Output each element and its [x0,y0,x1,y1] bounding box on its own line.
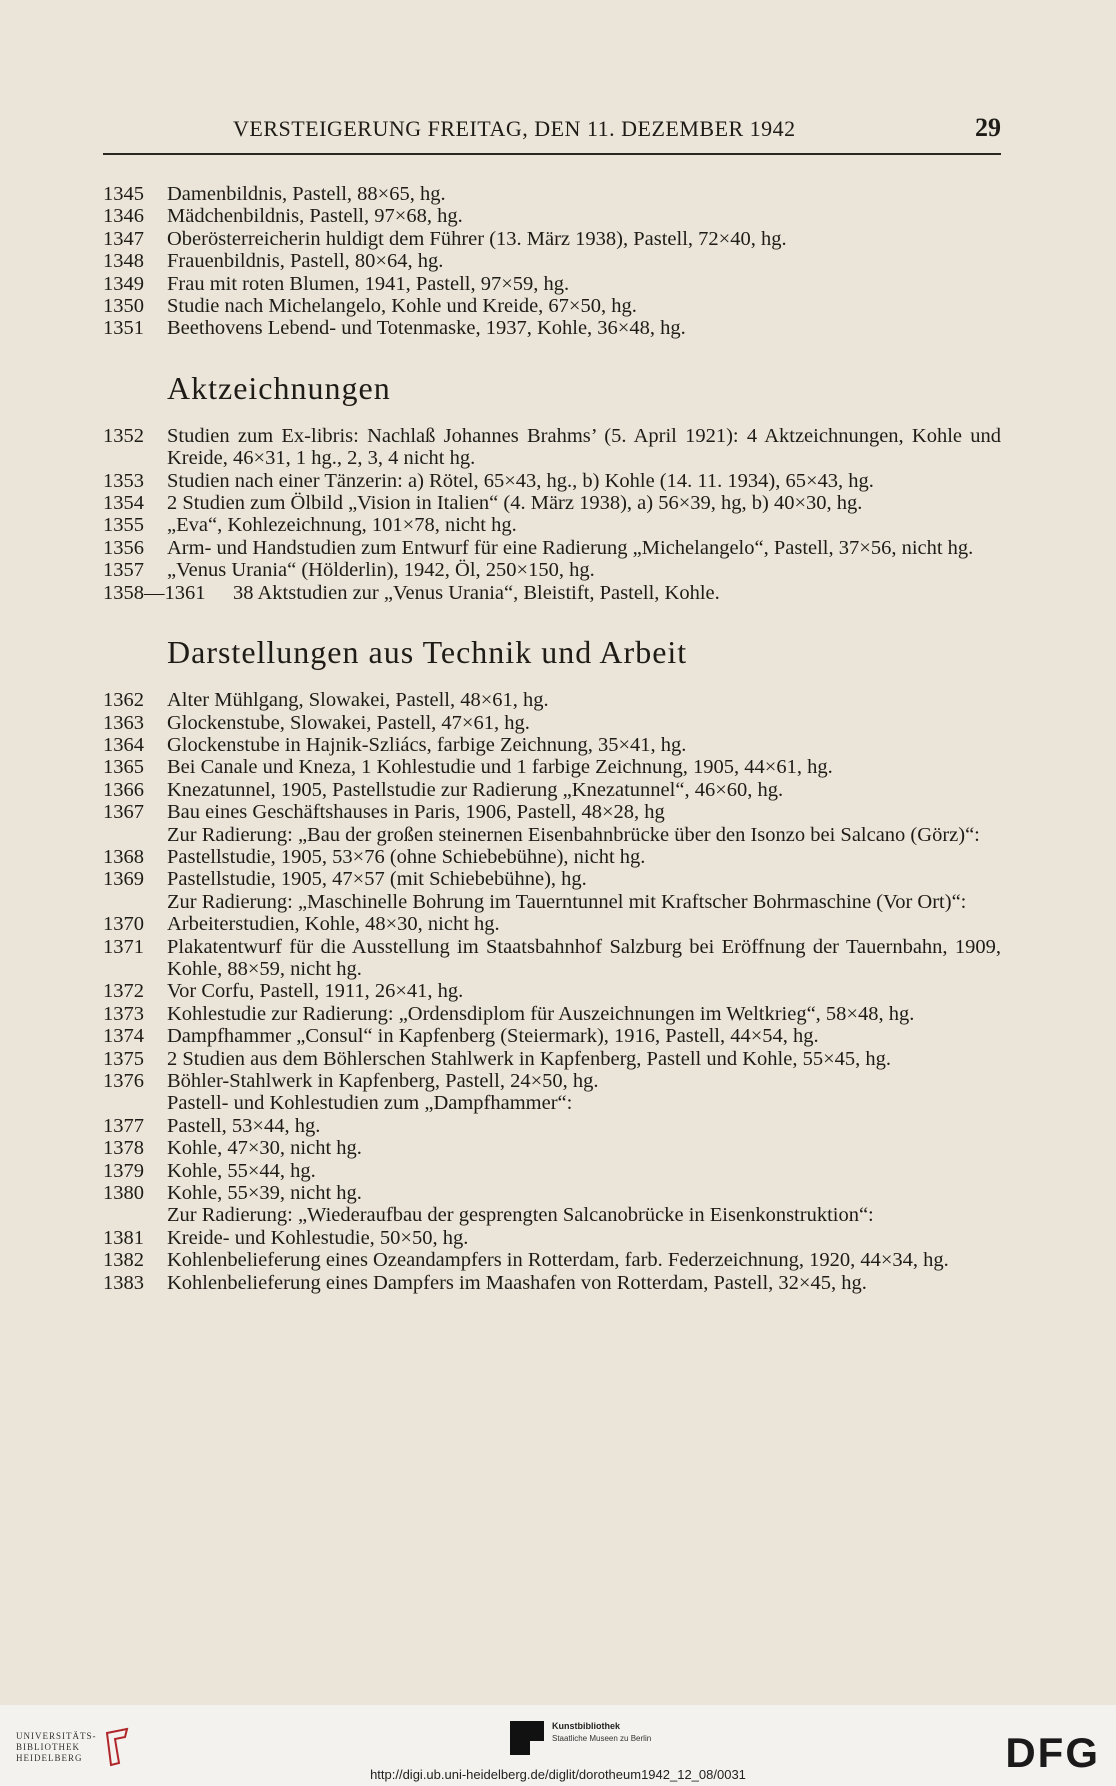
catalog-entry [103,980,1001,1002]
entry-text: 2 Studien zum Ölbild „Vision in Italien“ (4. März 1938), a) 56×39, hg, b) 40×30, hg. [167,492,863,515]
entry-text: Glockenstube, Slowakei, Pastell, 47×61, hg. [167,711,530,734]
entry-text: Oberösterreicherin huldigt dem Führer (13. März 1938), Pastell, 72×40, hg. [167,227,787,250]
ub-line: BIBLIOTHEK [16,1741,80,1752]
catalog-entry [103,712,1001,734]
ub-line: UNIVERSITÄTS- [16,1730,97,1741]
entry-text: Knezatunnel, 1905, Pastellstudie zur Radierung „Knezatunnel“, 46×60, hg. [167,778,784,801]
entry-list-portraits [103,183,1001,340]
entry-number: 1382 [103,1249,144,1272]
catalog-entry [103,1227,1001,1249]
entry-text: Studien zum Ex-libris: Nachlaß Johannes Brahms’ (5. April 1921): 4 Aktzeichnungen, Kohle und Kreide, 46×31, 1 hg., 2, 3, 4 nicht hg. [167,424,1001,470]
entry-text: Kohle, 55×39, nicht hg. [167,1182,362,1205]
kunstbibliothek-logo[interactable] [510,1721,651,1755]
catalog-entry [103,913,1001,935]
catalog-entry [103,470,1001,492]
entry-number: 1369 [103,868,144,891]
entry-number: 1377 [103,1114,144,1137]
catalog-entry [103,1048,1001,1070]
entry-text: Damenbildnis, Pastell, 88×65, hg. [167,183,446,205]
entry-number: 1368 [103,845,144,868]
entry-text: 38 Aktstudien zur „Venus Urania“, Bleistift, Pastell, Kohle. [233,581,720,604]
kunstbibliothek-icon [510,1721,544,1755]
catalog-entry [103,846,1001,868]
section-heading-aktzeichnungen: Aktzeichnungen [167,369,391,406]
kb-title: Kunstbibliothek [552,1721,620,1731]
running-header [103,115,1001,155]
entry-text: Alter Mühlgang, Slowakei, Pastell, 48×61, hg. [167,689,549,712]
entry-number: 1376 [103,1070,144,1092]
entry-text: Frau mit roten Blumen, 1941, Pastell, 97×59, hg. [167,272,570,295]
entry-number: 1357 [103,559,144,582]
entry-number: 1363 [103,711,144,734]
entry-text: Studien nach einer Tänzerin: a) Rötel, 65×43, hg., b) Kohle (14. 11. 1934), 65×43, hg. [167,469,874,492]
entry-number: 1346 [103,205,144,228]
entry-text: Pastellstudie, 1905, 53×76 (ohne Schiebebühne), nicht hg. [167,845,646,868]
header-title: VERSTEIGERUNG FREITAG, DEN 11. DEZEMBER 1942 [233,116,796,141]
entry-text: Beethovens Lebend- und Totenmaske, 1937, Kohle, 36×48, hg. [167,317,686,340]
entry-text: Kohlestudie zur Radierung: „Ordensdiplom für Auszeichnungen im Weltkrieg“, 58×48, hg. [167,1002,915,1025]
entry-list-aktzeichnungen [103,425,1001,582]
page-number: 29 [975,113,1001,142]
catalog-entry [103,1160,1001,1182]
catalog-entry [103,295,1001,317]
dfg-logo[interactable]: DFG [1005,1729,1100,1776]
entry-text: Böhler-Stahlwerk in Kapfenberg, Pastell, 24×50, hg. [167,1070,599,1092]
catalog-entry [103,1025,1001,1047]
catalog-content [103,183,1001,1294]
catalog-entry [103,425,1001,470]
entry-number: 1364 [103,733,144,756]
entry-number: 1374 [103,1025,144,1048]
entry-number: 1362 [103,689,144,712]
entry-number: 1348 [103,250,144,273]
entry-text: Glockenstube in Hajnik-Szliács, farbige Zeichnung, 35×41, hg. [167,733,687,756]
entry-text: 2 Studien aus dem Böhlerschen Stahlwerk in Kapfenberg, Pastell und Kohle, 55×45, hg. [167,1047,892,1070]
entry-text: Kohle, 55×44, hg. [167,1159,316,1182]
entry-number: 1349 [103,272,144,295]
catalog-entry [103,183,1001,205]
entry-number: 1378 [103,1137,144,1160]
catalog-entry [103,205,1001,227]
entry-number: 1350 [103,295,144,318]
entry-number: 1347 [103,227,144,250]
permalink-url[interactable]: http://digi.ub.uni-heidelberg.de/diglit/dorotheum1942_12_08/0031 [370,1767,746,1782]
catalog-entry [103,868,1001,890]
ub-line: HEIDELBERG [16,1752,83,1763]
entry-list-technik-4 [103,1115,1001,1205]
entry-number: 1375 [103,1047,144,1070]
entry-number: 1351 [103,317,144,340]
catalog-entry [103,492,1001,514]
entry-number: 1380 [103,1182,144,1205]
entry-text: Plakatentwurf für die Ausstellung im Staatsbahnhof Salzburg bei Eröffnung der Tauernbahn, 1909, Kohle, 88×59, nicht hg. [167,935,1001,980]
entry-text: Arm- und Handstudien zum Entwurf für eine Radierung „Michelangelo“, Pastell, 37×56, nicht hg. [167,536,974,559]
entry-text: Mädchenbildnis, Pastell, 97×68, hg. [167,205,463,228]
entry-number: 1345 [103,183,144,205]
catalog-entry [103,936,1001,981]
ub-heidelberg-logo[interactable] [16,1727,131,1767]
entry-number: 1356 [103,536,144,559]
catalog-entry [103,317,1001,339]
entry-number: 1366 [103,778,144,801]
entry-number: 1353 [103,469,144,492]
entry-list-technik-5 [103,1227,1001,1294]
entry-text: Kohlenbelieferung eines Ozeandampfers in Rotterdam, farb. Federzeichnung, 1920, 44×34, hg. [167,1249,949,1272]
catalog-entry [103,1137,1001,1159]
entry-number: 1352 [103,424,144,447]
catalog-entry [103,801,1001,823]
catalog-entry [103,1182,1001,1204]
entry-text: Dampfhammer „Consul“ in Kapfenberg (Steiermark), 1916, Pastell, 44×54, hg. [167,1025,819,1048]
catalog-entry [103,559,1001,581]
entry-list-technik-2 [103,846,1001,891]
entry-text: Bau eines Geschäftshauses in Paris, 1906, Pastell, 48×28, hg [167,801,665,824]
catalog-entry [103,1070,1001,1092]
entry-number: 1381 [103,1226,144,1249]
entry-number: 1371 [103,935,144,958]
digitization-footer [0,1705,1116,1786]
entry-note: Zur Radierung: „Maschinelle Bohrung im Tauerntunnel mit Kraftscher Bohrmaschine (Vor Ort)“: [167,890,967,913]
entry-list-technik-3 [103,913,1001,1092]
entry-number: 1355 [103,514,144,537]
entry-text: Arbeiterstudien, Kohle, 48×30, nicht hg. [167,913,500,936]
catalog-entry [103,514,1001,536]
entry-text: Pastell, 53×44, hg. [167,1114,321,1137]
entry-text: Kreide- und Kohlestudie, 50×50, hg. [167,1226,469,1249]
catalog-entry [103,734,1001,756]
catalog-entry [103,689,1001,711]
entry-text: Frauenbildnis, Pastell, 80×64, hg. [167,250,444,273]
catalog-entry [103,779,1001,801]
entry-note: Pastell- und Kohlestudien zum „Dampfhammer“: [167,1092,573,1115]
catalog-entry [103,537,1001,559]
catalog-entry [103,250,1001,272]
entry-number: 1367 [103,801,144,824]
entry-number: 1373 [103,1002,144,1025]
catalog-entry [103,1272,1001,1294]
kb-subtitle: Staatliche Museen zu Berlin [552,1734,652,1743]
entry-text: Kohlenbelieferung eines Dampfers im Maashafen von Rotterdam, Pastell, 32×45, hg. [167,1271,867,1294]
section-heading-technik: Darstellungen aus Technik und Arbeit [167,634,688,671]
entry-note: Zur Radierung: „Bau der großen steinernen Eisenbahnbrücke über den Isonzo bei Salcano (Görz)“: [167,823,980,846]
entry-list-technik-1 [103,689,1001,823]
catalog-entry [103,273,1001,295]
entry-text: Vor Corfu, Pastell, 1911, 26×41, hg. [167,980,464,1003]
catalog-entry [103,756,1001,778]
ub-emblem-icon [103,1727,131,1767]
entry-number: 1383 [103,1271,144,1294]
entry-note: Zur Radierung: „Wiederaufbau der gesprengten Salcanobrücke in Eisenkonstruktion“: [167,1204,874,1227]
catalog-entry [103,228,1001,250]
entry-number: 1372 [103,980,144,1003]
catalog-entry [103,1115,1001,1137]
entry-text: Pastellstudie, 1905, 47×57 (mit Schiebebühne), hg. [167,868,587,891]
entry-text: „Venus Urania“ (Hölderlin), 1942, Öl, 250×150, hg. [167,559,595,582]
entry-number: 1354 [103,492,144,515]
entry-text: Kohle, 47×30, nicht hg. [167,1137,362,1160]
catalog-entry [103,1003,1001,1025]
entry-text: „Eva“, Kohlezeichnung, 101×78, nicht hg. [167,514,517,537]
entry-text: Studie nach Michelangelo, Kohle und Kreide, 67×50, hg. [167,295,637,318]
entry-text: Bei Canale und Kneza, 1 Kohlestudie und 1 farbige Zeichnung, 1905, 44×61, hg. [167,756,833,779]
entry-number: 1379 [103,1159,144,1182]
entry-number: 1358—1361 [103,581,206,604]
catalog-entry-range [103,582,1001,604]
entry-number: 1370 [103,913,144,936]
entry-number: 1365 [103,756,144,779]
catalog-entry [103,1249,1001,1271]
